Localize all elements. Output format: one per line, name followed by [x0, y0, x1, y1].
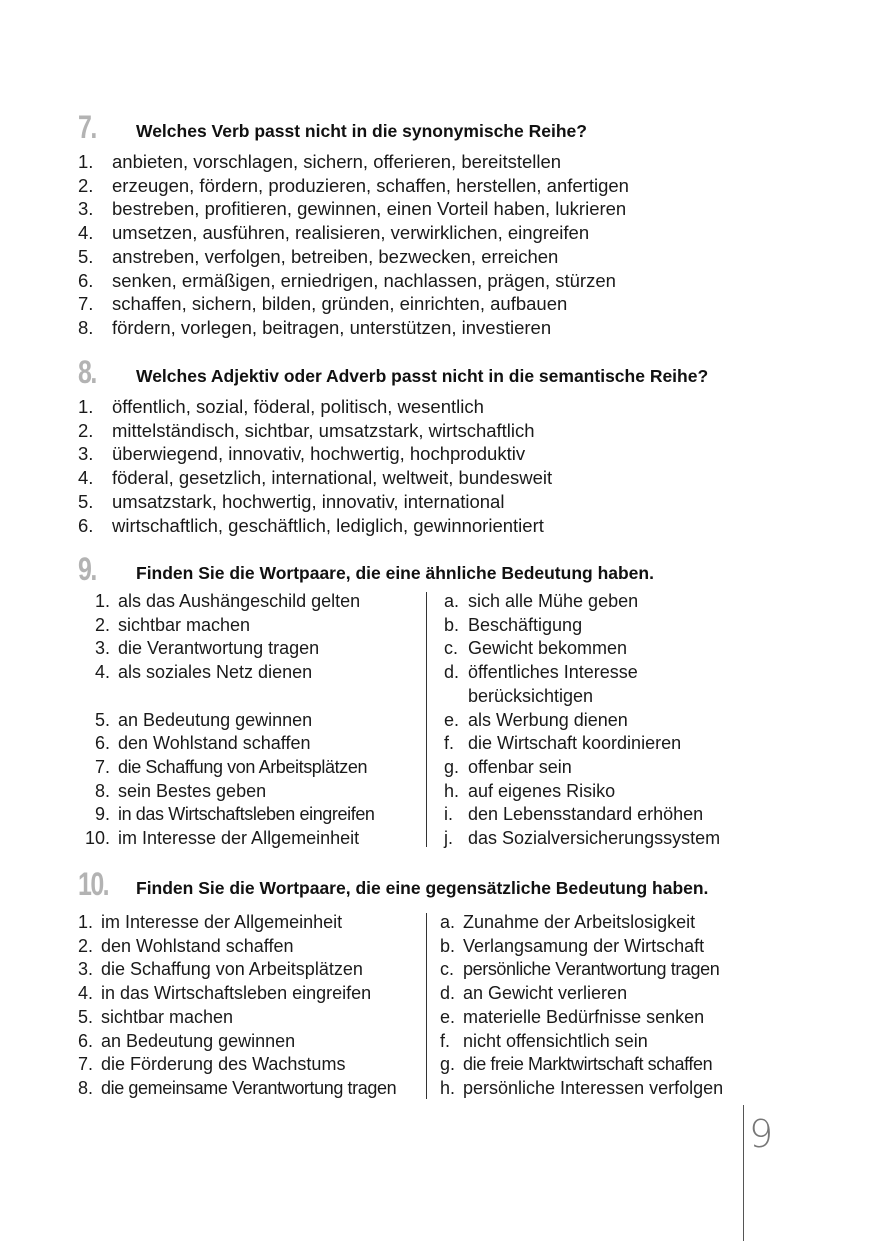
exercise-question: Welches Adjektiv oder Adverb passt nicht in die semantische Reihe? [136, 366, 709, 386]
item-text: auf eigenes Risiko [468, 780, 616, 801]
exercise-10-columns [78, 907, 778, 1107]
list-item [68, 803, 375, 827]
item-text: föderal, gesetzlich, international, weltweit, bundesweit [112, 467, 553, 489]
item-text: den Wohlstand schaffen [118, 733, 311, 754]
item-number: 6. [78, 514, 94, 536]
list-item [68, 614, 375, 638]
item-text: umsetzen, ausführen, realisieren, verwirklichen, eingreifen [112, 222, 590, 244]
item-number: 1. [78, 396, 94, 417]
item-number [444, 685, 468, 709]
list-item [68, 661, 375, 685]
item-text: mittelständisch, sichtbar, umsatzstark, wirtschaftlich [112, 419, 535, 441]
item-number: 4. [78, 983, 94, 1004]
item-text: Zunahme der Arbeitslosigkeit [463, 912, 696, 932]
item-text: erzeugen, fördern, produzieren, schaffen, herstellen, anfertigen [112, 174, 629, 196]
exercise-question: Finden Sie die Wortpaare, die eine ähnliche Bedeutung haben. [136, 563, 654, 583]
list-item [68, 590, 375, 614]
list-item [444, 637, 720, 661]
list-item [440, 1053, 723, 1077]
list-item [68, 780, 375, 804]
item-text: im Interesse der Allgemeinheit [118, 828, 360, 849]
item-text: schaffen, sichern, bilden, gründen, einrichten, aufbauen [112, 293, 568, 315]
exercise-9-left-column [68, 590, 375, 851]
list-item [444, 780, 720, 804]
item-text: die Wirtschaft koordinieren [468, 733, 682, 754]
list-item [68, 709, 375, 733]
column-divider [426, 913, 427, 1099]
item-number: 3. [78, 198, 94, 220]
list-item [78, 292, 778, 316]
page-number: 9 [749, 1112, 774, 1156]
list-item [444, 756, 720, 780]
list-item [78, 982, 396, 1006]
exercise-number: 9. [78, 551, 96, 587]
exercise-8-list [78, 395, 778, 537]
item-number: h. [440, 1077, 456, 1098]
item-number: f. [440, 1030, 451, 1051]
list-item [78, 1077, 396, 1101]
item-number: 2. [78, 935, 94, 956]
item-text: als Werbung dienen [468, 709, 628, 730]
item-number: 1. [94, 591, 110, 611]
list-item [78, 395, 778, 419]
exercise-9-right-column [444, 590, 720, 851]
exercise-10-left-column [78, 911, 396, 1101]
item-text: den Wohlstand schaffen [101, 935, 294, 956]
item-number: 2. [94, 614, 110, 635]
item-text: die Förderung des Wachstums [101, 1054, 346, 1075]
item-text: überwiegend, innovativ, hochwertig, hochproduktiv [112, 443, 526, 465]
list-item [78, 935, 396, 959]
item-number: 6. [78, 1030, 94, 1051]
item-text: als soziales Netz dienen [118, 662, 313, 683]
item-number: 10. [84, 828, 110, 849]
item-text: die Schaffung von Arbeitsplätzen [101, 959, 363, 980]
item-number: 2. [78, 174, 94, 196]
list-item [78, 174, 778, 198]
list-item [78, 221, 778, 245]
item-text: als das Aushängeschild gelten [118, 591, 361, 611]
item-text: Verlangsamung der Wirtschaft [463, 935, 705, 956]
item-number: 7. [78, 1054, 94, 1075]
item-text: berücksichtigen [468, 685, 594, 706]
exercise-8-heading [78, 355, 778, 395]
item-number: f. [444, 733, 455, 754]
item-number: 4. [78, 467, 94, 489]
item-number: 6. [78, 269, 94, 291]
exercise-question: Welches Verb passt nicht in die synonymische Reihe? [136, 121, 587, 141]
list-item [440, 982, 723, 1006]
list-item [78, 466, 778, 490]
item-number: 7. [78, 293, 94, 315]
list-item [444, 732, 720, 756]
item-text: senken, ermäßigen, erniedrigen, nachlassen, prägen, stürzen [112, 269, 616, 291]
list-item [78, 269, 778, 293]
item-text: an Gewicht verlieren [463, 983, 628, 1004]
item-number: a. [440, 912, 456, 932]
item-number: h. [444, 780, 460, 801]
list-item [78, 197, 778, 221]
list-item [68, 732, 375, 756]
item-number: c. [440, 959, 455, 980]
exercise-9-columns [78, 592, 778, 854]
item-number: 4. [78, 222, 94, 244]
list-item [78, 490, 778, 514]
exercise-question: Finden Sie die Wortpaare, die eine gegensätzliche Bedeutung haben. [136, 878, 709, 898]
item-text: Gewicht bekommen [468, 638, 628, 659]
item-text: sich alle Mühe geben [468, 591, 639, 611]
list-item [444, 661, 720, 685]
item-text: persönliche Interessen verfolgen [463, 1077, 724, 1098]
list-item [444, 614, 720, 638]
item-text: in das Wirtschaftsleben eingreifen [101, 983, 372, 1004]
page-number-rule [743, 1105, 744, 1241]
exercise-8 [78, 355, 778, 537]
item-text: wirtschaftlich, geschäftlich, lediglich, gewinnorientiert [112, 514, 544, 536]
list-item [444, 709, 720, 733]
item-text: die gemeinsame Verantwortung tragen [101, 1077, 397, 1098]
list-item [440, 1030, 723, 1054]
exercise-10-right-column [440, 911, 723, 1101]
item-number: 5. [78, 490, 94, 512]
item-text: anbieten, vorschlagen, sichern, offerieren, bereitstellen [112, 151, 562, 172]
item-text: öffentlich, sozial, föderal, politisch, wesentlich [112, 396, 484, 417]
item-text: die Verantwortung tragen [118, 638, 320, 659]
item-number: e. [440, 1006, 456, 1027]
item-text: den Lebensstandard erhöhen [468, 804, 704, 825]
item-number: 2. [78, 419, 94, 441]
item-number: b. [440, 935, 456, 956]
item-text: anstreben, verfolgen, betreiben, bezwecken, erreichen [112, 245, 559, 267]
item-number: 3. [78, 443, 94, 465]
item-number: b. [444, 614, 460, 635]
item-number: j. [444, 828, 453, 849]
list-item [78, 245, 778, 269]
list-item [78, 419, 778, 443]
list-item [68, 756, 375, 780]
item-number: g. [440, 1054, 456, 1075]
list-item [440, 935, 723, 959]
list-item [78, 150, 778, 174]
item-number: e. [444, 709, 460, 730]
list-item [78, 316, 778, 340]
list-item [68, 637, 375, 661]
exercise-7-list [78, 150, 778, 340]
list-item [78, 514, 778, 538]
item-text: nicht offensichtlich sein [463, 1030, 648, 1051]
item-number: c. [444, 638, 459, 659]
item-number: 5. [78, 1006, 94, 1027]
item-number: 8. [78, 316, 94, 338]
exercise-7-heading [78, 110, 778, 150]
item-number: d. [444, 662, 460, 683]
item-number: 5. [78, 245, 94, 267]
item-number: 4. [94, 662, 110, 683]
list-item [440, 958, 723, 982]
exercise-7 [78, 110, 778, 340]
item-number: 8. [78, 1077, 94, 1098]
item-number: i. [444, 804, 453, 825]
exercise-9 [78, 552, 778, 854]
exercise-number: 7. [78, 109, 96, 145]
list-item [440, 1077, 723, 1101]
item-number: 8. [94, 780, 110, 801]
item-text: die Schaffung von Arbeitsplätzen [118, 756, 368, 777]
item-number: 5. [94, 709, 110, 730]
list-item [444, 803, 720, 827]
item-text: die freie Marktwirtschaft schaffen [463, 1054, 713, 1075]
item-text: sein Bestes geben [118, 780, 267, 801]
list-item [444, 590, 720, 614]
item-number: 7. [94, 756, 110, 777]
list-item [68, 827, 375, 851]
item-text: persönliche Verantwortung tragen [463, 959, 720, 980]
list-item [440, 911, 723, 935]
item-number: g. [444, 756, 460, 777]
item-number: 6. [94, 733, 110, 754]
list-item [78, 911, 396, 935]
item-text: das Sozialversicherungssystem [468, 828, 721, 849]
list-item [78, 1006, 396, 1030]
exercise-9-heading [78, 552, 778, 592]
item-text: bestreben, profitieren, gewinnen, einen Vorteil haben, lukrieren [112, 198, 627, 220]
item-text: an Bedeutung gewinnen [118, 709, 313, 730]
list-item [444, 685, 720, 709]
exercise-10-heading [78, 867, 778, 907]
exercise-number: 8. [78, 354, 96, 390]
exercise-number: 10. [78, 866, 109, 902]
item-number: a. [444, 591, 460, 611]
item-number: 1. [78, 912, 94, 932]
item-text: offenbar sein [468, 756, 572, 777]
exercise-10 [78, 867, 778, 1107]
item-text: Beschäftigung [468, 614, 583, 635]
item-text: im Interesse der Allgemeinheit [101, 912, 343, 932]
list-item [78, 1030, 396, 1054]
item-text: sichtbar machen [101, 1006, 234, 1027]
list-item [440, 1006, 723, 1030]
column-divider [426, 592, 427, 847]
item-text: materielle Bedürfnisse senken [463, 1006, 705, 1027]
list-item [444, 827, 720, 851]
item-text: fördern, vorlegen, beitragen, unterstützen, investieren [112, 316, 552, 338]
item-number: 1. [78, 151, 94, 172]
item-text: an Bedeutung gewinnen [101, 1030, 296, 1051]
item-text: sichtbar machen [118, 614, 251, 635]
item-number: 9. [94, 804, 110, 825]
item-number: 3. [78, 959, 94, 980]
item-number: 3. [94, 638, 110, 659]
list-item [78, 442, 778, 466]
list-item [78, 958, 396, 982]
list-item [78, 1053, 396, 1077]
item-text: in das Wirtschaftsleben eingreifen [118, 804, 375, 825]
item-number: d. [440, 983, 456, 1004]
item-text: öffentliches Interesse [468, 662, 638, 683]
item-text: umsatzstark, hochwertig, innovativ, international [112, 490, 505, 512]
